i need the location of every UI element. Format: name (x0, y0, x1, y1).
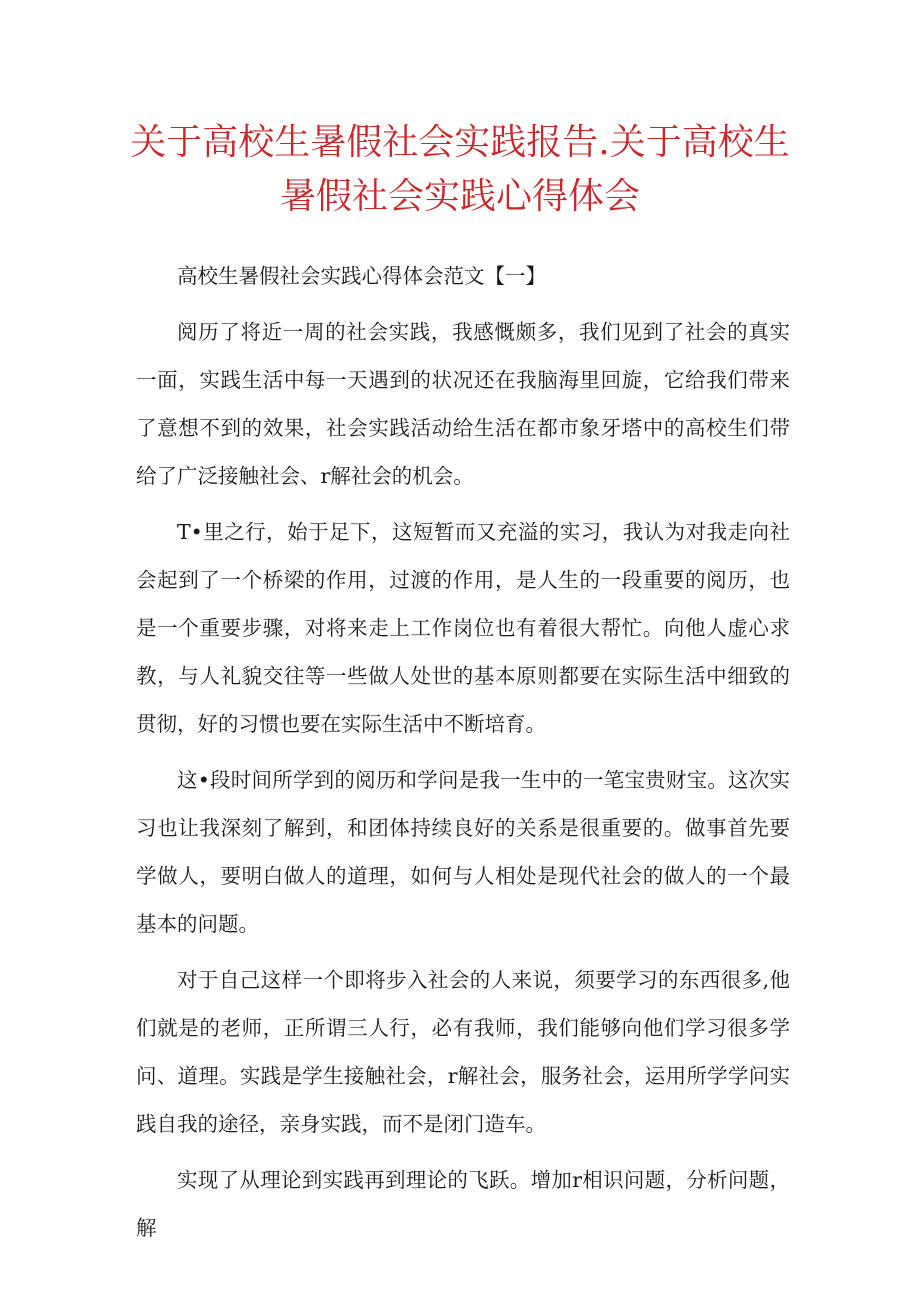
section-subheading: 高校生暑假社会实践心得体会范文【一】 (177, 264, 546, 288)
paragraph: 这•段时间所学到的阅历和学问是我一生中的一笔宝贵财宝。这次实习也让我深刻了解到，和团体持续良好的关系是很重要的。做事首先要学做人，要明白做人的道理，如何与人相处是现代社会的做人的一个最基本的问题。 (136, 768, 790, 936)
paragraph: 阅历了将近一周的社会实践，我感慨颇多，我们见到了社会的真实一面，实践生活中每一天遇到的状况还在我脑海里回旋，它给我们带来了意想不到的效果，社会实践活动给生活在都市象牙塔中的高校生们带给了广泛接触社会、r解社会的机会。 (136, 320, 790, 488)
document-body (136, 252, 790, 1260)
paragraph: T•里之行，始于足下，这短暂而又充溢的实习，我认为对我走向社会起到了一个桥梁的作用，过渡的作用，是人生的一段重要的阅历，也是一个重要步骤，对将来走上工作岗位也有着很大帮忙。向他人虚心求教，与人礼貌交往等一些做人处世的基本原则都要在实际生活中细致的贯彻，好的习惯也要在实际生活中不断培育。 (136, 520, 790, 736)
paragraph: 对于自己这样一个即将步入社会的人来说，须要学习的东西很多,他们就是的老师，正所谓三人行，必有我师，我们能够向他们学习很多学问、道理。实践是学生接触社会，r解社会，服务社会，运用所学学问实践自我的途径，亲身实践，而不是闭门造车。 (136, 968, 790, 1136)
document-title: 关于高校生暑假社会实践报告.关于高校生暑假社会实践心得体会 (130, 122, 790, 217)
paragraph: 实现了从理论到实践再到理论的飞跃。增加r相识问题，分析问题，解 (136, 1168, 790, 1240)
